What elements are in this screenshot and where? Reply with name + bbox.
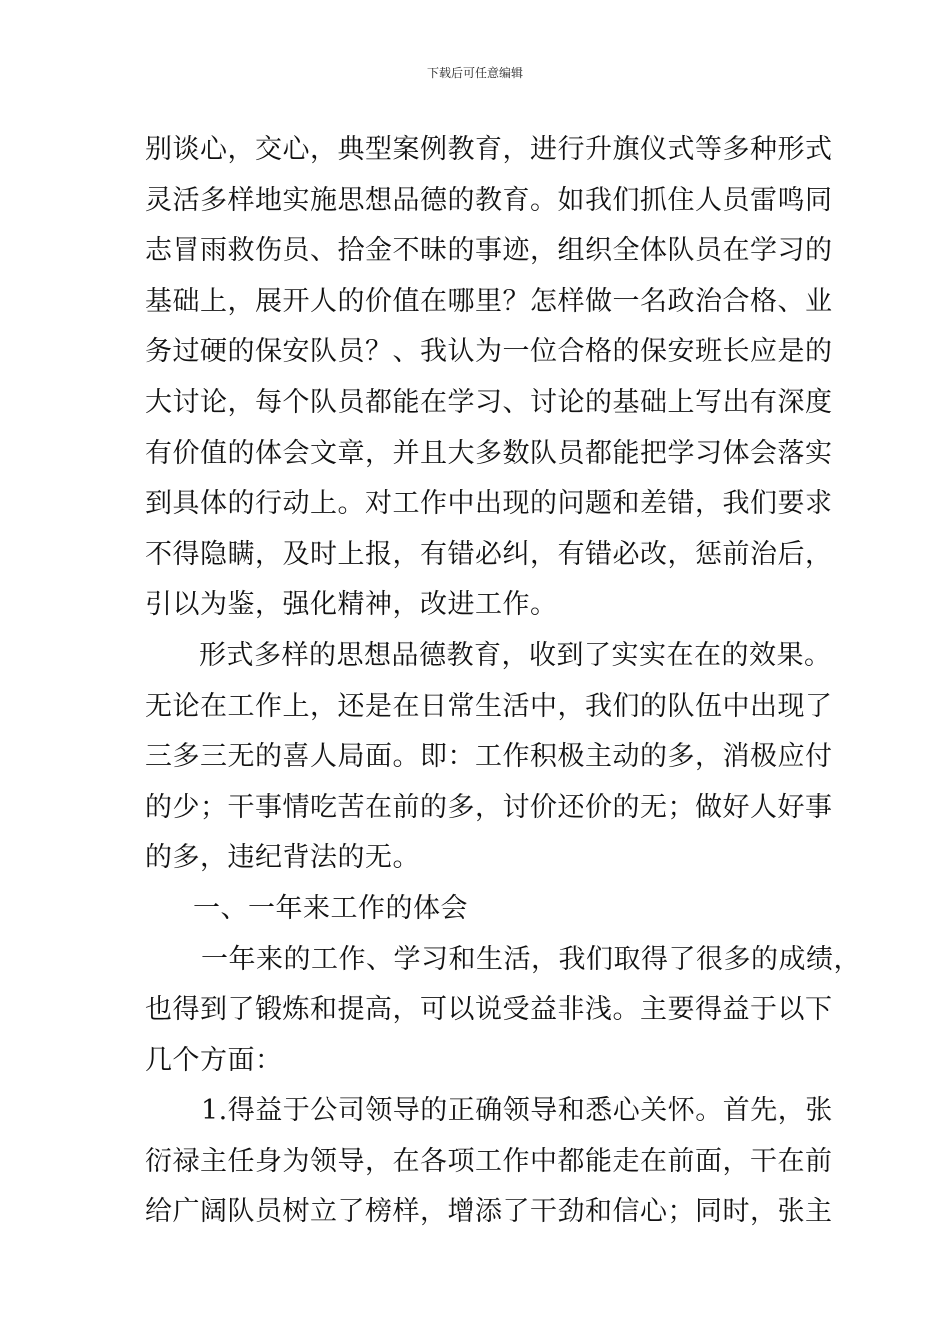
paragraph-line: 有价值的体会文章，并且大多数队员都能把学习体会落实: [145, 437, 833, 469]
paragraph-line: 衍禄主任身为领导，在各项工作中都能走在前面，干在前: [145, 1145, 833, 1177]
paragraph-line: 别谈心，交心，典型案例教育，进行升旗仪式等多种形式: [145, 134, 833, 165]
paragraph-line: 的少；干事情吃苦在前的多，讨价还价的无；做好人好事: [145, 791, 833, 823]
paragraph-line: 务过硬的保安队员？、我认为一位合格的保安班长应是的: [145, 336, 833, 368]
paragraph-line: 的多，违纪背法的无。: [145, 842, 420, 874]
paragraph-line: 三多三无的喜人局面。即：工作积极主动的多，消极应付: [145, 741, 833, 773]
paragraph-line: 形式多样的思想品德教育，收到了实实在在的效果。: [199, 639, 832, 671]
paragraph-line: 也得到了锻炼和提高，可以说受益非浅。主要得益于以下: [145, 994, 833, 1026]
paragraph-line: 给广阔队员树立了榜样，增添了干劲和信心；同时，张主: [145, 1196, 833, 1228]
paragraph-line: 一年来的工作、学习和生活，我们取得了很多的成绩，: [201, 943, 861, 975]
paragraph-line: 到具体的行动上。对工作中出现的问题和差错，我们要求: [145, 488, 833, 520]
section-heading: 一、一年来工作的体会: [193, 892, 468, 924]
paragraph-line: 引以为鉴，强化精神，改进工作。: [145, 589, 558, 621]
paragraph-line: 灵活多样地实施思想品德的教育。如我们抓住人员雷鸣同: [145, 184, 833, 216]
paragraph-line: 无论在工作上，还是在日常生活中，我们的队伍中出现了: [145, 690, 833, 722]
page-header-note: 下载后可任意编辑: [426, 66, 523, 80]
paragraph-line: 1.得益于公司领导的正确领导和悉心关怀。首先，张: [201, 1095, 833, 1127]
paragraph-line: 志冒雨救伤员、拾金不昧的事迹，组织全体队员在学习的: [145, 235, 833, 267]
paragraph-line: 基础上，展开人的价值在哪里？怎样做一名政治合格、业: [145, 285, 833, 317]
paragraph-line: 几个方面：: [145, 1044, 283, 1076]
paragraph-line: 大讨论，每个队员都能在学习、讨论的基础上写出有深度: [145, 386, 833, 418]
document-body: [145, 125, 861, 1238]
paragraph-line: 不得隐瞒，及时上报，有错必纠，有错必改，惩前治后，: [145, 538, 833, 570]
